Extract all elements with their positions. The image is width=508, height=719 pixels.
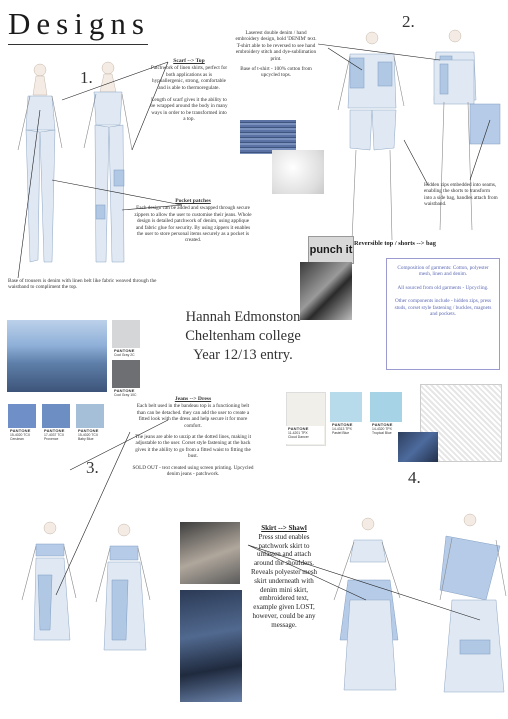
figure-2a (338, 32, 404, 240)
hidden-zips-text: Hidden zips embedded into seams, enabling the shorts to transform into a side bag, handles attach from waistband. (424, 182, 498, 208)
street-photo (7, 320, 107, 392)
composition-panel (386, 258, 500, 370)
pocket-patches-heading: Pocket patches (175, 198, 211, 204)
cotton-fabric-photo (272, 150, 324, 194)
scarf-top-p1: Patchwork of linen shirts, perfect for both applications as is hypoallergenic, strong, comfortable and is able to thermoregulate. (150, 65, 228, 91)
jeans-dress-p3: SOLD OUT - text created using screen printing. Upcycled denim jeans - patchwork. (132, 464, 254, 478)
author-name: Hannah Edmonston (185, 309, 301, 325)
punch-it-image: punch it (308, 236, 354, 264)
design2-p1: Laserest double denim / hand embroidery design, bold 'DENIM' text. T-shirt able to be reversed to see hand embroidery stitch and dye-sublimation print. (235, 30, 317, 62)
design-number-4: 4. (408, 468, 421, 487)
swatch-right-2-label: PANTONE 14-4313 TPX Pastel Blue (330, 422, 362, 438)
reversible-heading: Reversible top / shorts --> bag (354, 240, 436, 247)
figure-4b (440, 514, 506, 692)
swatch-right-1-label: PANTONE 11-4201 TPX Cloud Dancer (286, 426, 324, 444)
figure-3b (96, 524, 150, 650)
skirt-shawl-body: Press stud enables patchwork skirt to unfasten and attach around the shoulders. Reveals polyester mesh skirt underneath with denim mini skirt, embroidered text, example given LOST, however, could be any message. (250, 532, 318, 629)
swatch-right-3 (370, 392, 402, 422)
scarf-top-p2: Length of scarf gives it the ability to be wrapped around the body in many ways in order to be transformed into a top. (150, 97, 228, 123)
jeans-dress-text (132, 396, 254, 477)
skirt-shawl-text (248, 524, 320, 630)
swatch-grey-2-label: PANTONE Cool Gray 10C (112, 388, 140, 398)
jeans-photo (180, 590, 242, 702)
trousers-note: Base of trousers is denim with linen belt like fabric weaved through the waistband to compliment the top. (8, 278, 157, 291)
composition-p1: Composition of garments: Cotton, polyester mesh, linen and denim. (397, 265, 489, 278)
lost-photo (180, 522, 240, 584)
design-number-2: 2. (402, 12, 415, 31)
composition-p2: All sourced from old garments - Upcycling. (397, 284, 489, 291)
figure-1b (84, 62, 132, 262)
jeans-dress-p2: The jeans are able to unzip at the dotted lines, making it adjustable to the user. Corset style fastening at the back gives it the ability to go from a fitted waist to fitting the bust. (134, 434, 252, 460)
design2-p2: Base of t-shirt - 100% cotton from upcycled tops. (240, 66, 312, 79)
pocket-patches-body: Each design can be added and swapped through secure zippers to allow the user to customise their jeans. Whole design is detailed patchwork of denim, using applique and fabric glue for security. By using zippers it enables the user to store personal items securely as a pocket is created. (134, 205, 252, 244)
swatch-left-1 (8, 404, 36, 428)
design-number-3: 3. (86, 458, 99, 477)
swatch-left-3-label: PANTONE 15-4020 TCX Baby Blue (76, 428, 104, 444)
author-school: Cheltenham college (185, 328, 301, 344)
swatch-left-1-label: PANTONE 15-4020 TCX Cerulean (8, 428, 36, 444)
figure-3a (22, 522, 76, 640)
design-number-1: 1. (80, 68, 93, 87)
swatch-left-2-label: PANTONE 17-4037 TCX Provence (42, 428, 70, 444)
denim-skull-photo (398, 432, 438, 462)
swatch-grey-1-label: PANTONE Cool Gray 2C (112, 348, 140, 358)
swatch-right-3-label: PANTONE 14-4320 TPX Tropical Blue (370, 422, 402, 438)
design2-text (233, 30, 319, 79)
swatch-left-3 (76, 404, 104, 428)
scarf-top-text (150, 58, 228, 123)
swatch-right-2 (330, 392, 362, 422)
author-block (158, 308, 328, 365)
skirt-shawl-heading: Skirt --> Shawl (261, 524, 307, 532)
pocket-patches-text (134, 198, 252, 244)
swatch-left-2 (42, 404, 70, 428)
figure-4a (334, 518, 400, 690)
scarf-top-heading: Scarf --> Top (173, 58, 205, 64)
composition-p3: Other components include - hidden zips, press studs, corset style fastening / buckles, magnets and pockets. (394, 298, 492, 318)
denim-fabric-photo (240, 120, 296, 154)
author-entry: Year 12/13 entry. (193, 347, 293, 363)
jeans-dress-heading: Jeans --> Dress (174, 396, 212, 402)
page-title: Designs (8, 6, 150, 41)
jeans-dress-p1: Each belt used in the bandeau top is a functioning belt than can be detached. they can add the user to create a fitted look with the dress and help secure it for more comfort. (136, 403, 250, 429)
figure-1a (18, 64, 62, 262)
